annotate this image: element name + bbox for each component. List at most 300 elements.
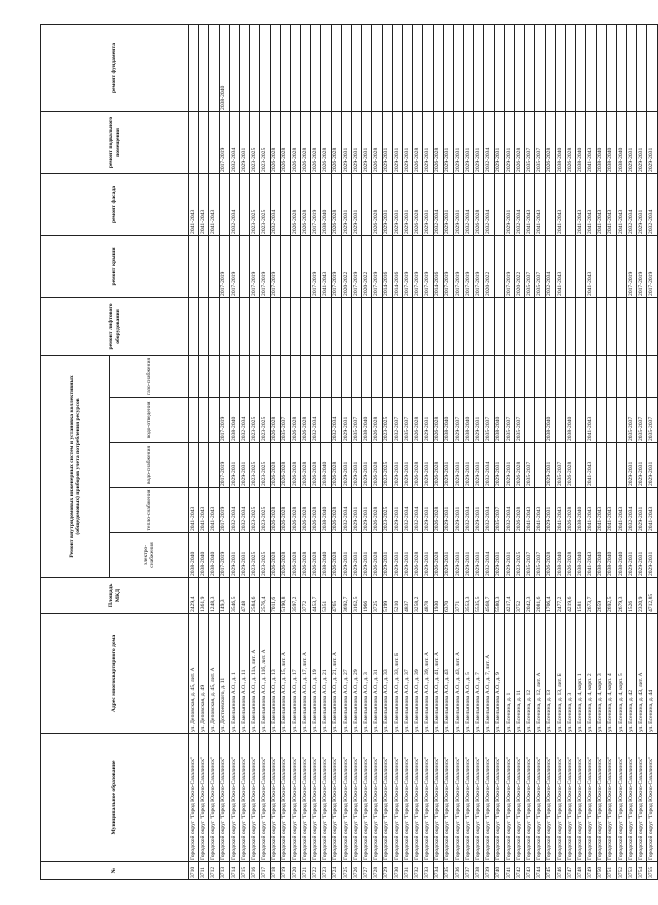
table-cell: 3711 (199, 862, 209, 880)
table-cell: 4712,85 (647, 578, 657, 614)
table-cell (311, 297, 321, 355)
table-cell (260, 24, 270, 111)
table-cell: 2032-2034 (229, 488, 239, 533)
table-cell: 2029-2031 (474, 533, 484, 578)
table-cell: 2041-2043 (555, 235, 565, 297)
table-cell: 2029-2031 (392, 488, 402, 533)
table-cell: 2026-2028 (290, 398, 300, 443)
table-cell: ул. Емельянова А.О., д. 5 (464, 614, 474, 734)
table-cell: 3752 (515, 578, 525, 614)
table-cell: 2023-2025 (260, 488, 270, 533)
table-cell: 2026-2028 (372, 111, 382, 173)
table-cell: Городской округ "Город Южно-Сахалинск" (596, 734, 606, 862)
table-cell: 2029-2031 (341, 443, 351, 488)
table-cell: 2026-2028 (331, 111, 341, 173)
table-cell: ул. Емельянова А.О., д. 33 (382, 614, 392, 734)
table-cell: 1706,4 (545, 578, 555, 614)
table-cell: 2038-2040 (606, 111, 616, 173)
table-cell (392, 24, 402, 111)
table-cell (280, 24, 290, 111)
table-cell: 2023-2025 (250, 443, 260, 488)
table-cell: Городской округ "Город Южно-Сахалинск" (545, 734, 555, 862)
table-cell: 3713 (219, 862, 229, 880)
table-cell: 2017-2019 (413, 235, 423, 297)
table-cell (504, 24, 514, 111)
table-cell: 2029-2031 (647, 443, 657, 488)
table-cell (290, 24, 300, 111)
table-cell (321, 24, 331, 111)
table-row (270, 24, 280, 879)
table-cell (535, 443, 545, 488)
table-cell: Городской округ "Город Южно-Сахалинск" (616, 734, 626, 862)
table-cell: 2026-2028 (311, 488, 321, 533)
table-row (464, 24, 474, 879)
table-cell: Городской округ "Город Южно-Сахалинск" (576, 734, 586, 862)
table-cell: Городской округ "Город Южно-Сахалинск" (239, 734, 249, 862)
table-cell: 2029-2031 (627, 443, 637, 488)
table-row (555, 24, 565, 879)
table-cell: 2026-2028 (311, 533, 321, 578)
table-cell: 2026-2028 (290, 173, 300, 235)
table-cell: 2026-2028 (413, 533, 423, 578)
table-cell: ул. Деповская, д. 49 (199, 614, 209, 734)
table-cell: 2038-2040 (229, 398, 239, 443)
table-cell: 2041-2043 (586, 111, 596, 173)
table-cell: ул. Емельянова А.О., д. 11б, лит. А (260, 614, 270, 734)
table-cell (464, 24, 474, 111)
table-cell: Городской округ "Город Южно-Сахалинск" (494, 734, 504, 862)
table-cell: 2477,2 (555, 578, 565, 614)
table-cell: Городской округ "Город Южно-Сахалинск" (402, 734, 412, 862)
table-cell (453, 24, 463, 111)
table-cell (341, 24, 351, 111)
table-cell: 2029-2031 (453, 173, 463, 235)
table-cell (565, 355, 575, 397)
table-cell (616, 355, 626, 397)
table-cell: 2035-2037 (352, 398, 362, 443)
table-cell: Городской округ "Город Южно-Сахалинск" (341, 734, 351, 862)
table-cell: ул. Есенина, д. 4, корп. 3 (596, 614, 606, 734)
capital-repair-schedule-table (40, 24, 658, 880)
table-cell: 2029-2031 (474, 398, 484, 443)
table-cell: 2026-2028 (331, 533, 341, 578)
table-cell (341, 355, 351, 397)
table-row (413, 24, 423, 879)
table-cell (219, 355, 229, 397)
table-cell: 2576,4 (260, 578, 270, 614)
table-cell: 2041-2043 (596, 173, 606, 235)
table-cell: 3751 (606, 862, 616, 880)
table-cell (606, 355, 616, 397)
table-cell: 2029-2031 (423, 111, 433, 173)
table-cell: 2029-2031 (392, 173, 402, 235)
table-cell: 2026-2028 (270, 398, 280, 443)
table-cell (229, 355, 239, 397)
table-cell: 2029-2031 (494, 111, 504, 173)
table-cell: 2041-2043 (189, 173, 199, 235)
table-cell: 2026-2028 (565, 533, 575, 578)
table-cell: 4765 (331, 578, 341, 614)
table-cell: 2029-2031 (362, 533, 372, 578)
table-cell: 2029-2031 (352, 443, 362, 488)
table-cell: 2032-2034 (402, 488, 412, 533)
table-row (637, 24, 647, 879)
table-cell: 2029-2031 (627, 111, 637, 173)
table-cell (545, 24, 555, 111)
table-row (606, 24, 616, 879)
table-row (402, 24, 412, 879)
table-cell: 2026-2028 (372, 488, 382, 533)
table-cell: 2035-2037 (525, 235, 535, 297)
table-cell: 3258,2 (413, 578, 423, 614)
table-row (189, 24, 199, 879)
table-cell: 2041-2043 (586, 443, 596, 488)
table-cell: 2029-2031 (352, 173, 362, 235)
table-cell (515, 24, 525, 111)
table-cell: 2029-2031 (637, 488, 647, 533)
table-cell: 2038-2040 (189, 533, 199, 578)
table-cell: 3772 (301, 578, 311, 614)
table-row (280, 24, 290, 879)
header-basement: ремонт подвального помещения (41, 111, 189, 173)
table-cell: 3750 (596, 862, 606, 880)
table-cell: 2029-2031 (453, 533, 463, 578)
table-cell: 2017-2019 (453, 235, 463, 297)
table-cell: 2041-2043 (586, 488, 596, 533)
table-cell: 2017-2019 (219, 533, 229, 578)
table-cell (565, 235, 575, 297)
table-cell (219, 173, 229, 235)
table-cell: 3725 (341, 862, 351, 880)
table-cell: 2014-2016 (382, 235, 392, 297)
table-cell (189, 235, 199, 297)
table-cell: ул. Деповская, д. 45, лит. А (189, 614, 199, 734)
table-cell: 2026-2028 (270, 533, 280, 578)
table-cell: 3725 (372, 578, 382, 614)
table-cell: 2017-2019 (311, 173, 321, 235)
table-cell: 2017-2019 (637, 235, 647, 297)
table-cell (474, 24, 484, 111)
table-cell: 2017-2019 (372, 235, 382, 297)
table-cell (331, 297, 341, 355)
table-cell: 2026-2028 (433, 443, 443, 488)
table-cell: 2026-2028 (290, 488, 300, 533)
table-cell: 2020-2022 (484, 235, 494, 297)
table-cell (311, 355, 321, 397)
table-cell: 2026-2028 (433, 111, 443, 173)
table-row (239, 24, 249, 879)
table-cell: 2029-2031 (504, 443, 514, 488)
table-cell: 3754 (637, 862, 647, 880)
table-cell (423, 355, 433, 397)
table-cell (606, 24, 616, 111)
table-cell: ул. Деповская, д. 45, лит. А (209, 614, 219, 734)
table-cell (576, 355, 586, 397)
table-cell: 2026-2028 (301, 443, 311, 488)
table-cell: 2026-2028 (290, 111, 300, 173)
table-cell: 3722 (311, 862, 321, 880)
table-cell: Городской округ "Город Южно-Сахалинск" (250, 734, 260, 862)
table-cell: 3753 (627, 862, 637, 880)
table-cell: 2038-2040 (494, 398, 504, 443)
table-row (545, 24, 555, 879)
table-cell: 2041-2043 (321, 235, 331, 297)
table-cell: 3743 (525, 862, 535, 880)
table-cell (413, 355, 423, 397)
table-cell: 3752 (616, 862, 626, 880)
table-cell: 2017-2019 (627, 235, 637, 297)
header-foundation: ремонт фундамента (41, 24, 189, 111)
table-cell: 2032-2034 (413, 488, 423, 533)
table-cell (199, 443, 209, 488)
table-cell: 2029-2031 (647, 533, 657, 578)
table-cell (596, 398, 606, 443)
table-cell: 2026-2028 (515, 443, 525, 488)
header-roof: ремонт крыши (41, 235, 189, 297)
table-cell: 2041-2043 (586, 398, 596, 443)
table-cell: 2017-2019 (647, 235, 657, 297)
table-cell: 2032-2034 (270, 173, 280, 235)
table-row (535, 24, 545, 879)
table-cell (239, 297, 249, 355)
table-cell: 3714 (229, 862, 239, 880)
table-cell: 2029-2031 (443, 443, 453, 488)
table-cell: 2038-2040 (555, 111, 565, 173)
table-cell (453, 355, 463, 397)
table-cell: ул. Емельянова А.О., д. 17, лит. А (301, 614, 311, 734)
table-cell (402, 355, 412, 397)
table-cell: 2029-2031 (362, 443, 372, 488)
table-cell: Городской округ "Город Южно-Сахалинск" (362, 734, 372, 862)
table-cell: ул. Емельянова А.О., д. 19 (311, 614, 321, 734)
table-cell: 2023-2025 (250, 398, 260, 443)
table-cell: 2026-2028 (413, 398, 423, 443)
table-cell: ул. Есенина, д. 43, лит. А (637, 614, 647, 734)
table-cell (627, 297, 637, 355)
table-cell: 2029-2031 (637, 443, 647, 488)
table-cell: Городской округ "Город Южно-Сахалинск" (515, 734, 525, 862)
table-cell: 2032-2034 (341, 488, 351, 533)
table-cell (189, 398, 199, 443)
table-cell (515, 355, 525, 397)
table-cell: 2041-2043 (535, 173, 545, 235)
table-cell (392, 355, 402, 397)
table-cell: 2026-2028 (565, 443, 575, 488)
table-row (250, 24, 260, 879)
table-cell (616, 297, 626, 355)
table-header (41, 24, 189, 879)
table-cell: 2032-2034 (627, 488, 637, 533)
table-cell: ул. Емельянова А.О., д. 21 (321, 614, 331, 734)
table-row (576, 24, 586, 879)
table-cell: Городской округ "Город Южно-Сахалинск" (637, 734, 647, 862)
table-cell: 2026-2028 (301, 111, 311, 173)
table-cell (280, 235, 290, 297)
table-cell (555, 398, 565, 443)
header-num: № (41, 862, 189, 880)
table-cell: 2023-2025 (250, 488, 260, 533)
table-cell: 2320,9 (637, 578, 647, 614)
table-cell (209, 235, 219, 297)
table-cell: 2017-2019 (504, 235, 514, 297)
table-row (647, 24, 657, 879)
table-cell: 2026-2028 (270, 488, 280, 533)
table-row (565, 24, 575, 879)
table-cell (372, 24, 382, 111)
header-teplo: тепло-снабжения (110, 488, 189, 533)
table-cell: ул. Есенина, д. 3 (565, 614, 575, 734)
table-cell: 2017-2019 (219, 488, 229, 533)
table-cell: 2017-2019 (423, 235, 433, 297)
table-cell: 2029-2031 (504, 173, 514, 235)
table-cell (362, 173, 372, 235)
table-cell: 2032-2034 (239, 488, 249, 533)
table-cell: 2020-2022 (362, 235, 372, 297)
table-cell: 2029-2031 (341, 173, 351, 235)
table-row (290, 24, 300, 879)
table-cell: 2035-2037 (535, 111, 545, 173)
table-cell (382, 355, 392, 397)
table-cell: ул. Емельянова А.О., д. 43, лит. А (453, 614, 463, 734)
table-cell (545, 297, 555, 355)
table-cell: 3718 (270, 862, 280, 880)
table-cell: 2041-2043 (199, 488, 209, 533)
table-cell: 2020-2022 (341, 235, 351, 297)
table-cell: 149,3 (219, 578, 229, 614)
table-cell (352, 355, 362, 397)
table-cell (382, 24, 392, 111)
table-cell (443, 24, 453, 111)
table-cell: 2038-2040 (555, 533, 565, 578)
table-cell: 2038-2040 (321, 488, 331, 533)
table-cell: 2026-2028 (301, 488, 311, 533)
table-cell (565, 173, 575, 235)
table-cell: ул. Емельянова А.О., д. 11 (239, 614, 249, 734)
table-cell: ул. Емельянова А.О., д. 13 (270, 614, 280, 734)
table-cell: 3727 (362, 862, 372, 880)
table-cell: 2041-2043 (616, 488, 626, 533)
header-address: Адрес многоквартирного дома (41, 614, 189, 734)
table-cell: 2029-2031 (637, 533, 647, 578)
table-cell: 3746 (555, 862, 565, 880)
table-cell: 2029-2031 (382, 173, 392, 235)
table-cell: 2017-2019 (474, 235, 484, 297)
table-cell: 2032-2034 (311, 398, 321, 443)
table-cell (321, 355, 331, 397)
table-cell: 2029-2031 (423, 398, 433, 443)
table-cell: 3728 (372, 862, 382, 880)
table-cell: 2029-2031 (229, 533, 239, 578)
table-cell (301, 355, 311, 397)
table-cell: 2017-2019 (270, 235, 280, 297)
table-cell: 2026-2028 (331, 443, 341, 488)
table-cell: 2026-2028 (433, 398, 443, 443)
table-cell: ул. Есенина, д. 1 (504, 614, 514, 734)
table-cell: 3717 (260, 862, 270, 880)
table-cell: 2026-2028 (372, 173, 382, 235)
table-cell: 2659 (596, 578, 606, 614)
table-cell (352, 297, 362, 355)
table-cell: 2032-2034 (239, 398, 249, 443)
table-cell: 2017-2019 (311, 235, 321, 297)
table-cell: 4219,6 (565, 578, 575, 614)
table-cell: 2038-2040 (464, 398, 474, 443)
table-cell: 3719 (280, 862, 290, 880)
table-cell: 2038-2040 (321, 443, 331, 488)
table-cell: ул. Есенина, д. 4, корп. 4 (606, 614, 616, 734)
table-cell: ул. Емельянова А.О., д. 3 (362, 614, 372, 734)
table-cell: 2023-2025 (250, 111, 260, 173)
table-cell (423, 297, 433, 355)
table-cell: 2029-2031 (423, 443, 433, 488)
table-cell: Городской округ "Город Южно-Сахалинск" (331, 734, 341, 862)
table-cell: 5210 (392, 578, 402, 614)
table-cell: 3755 (647, 862, 657, 880)
table-cell: 2029-2031 (423, 488, 433, 533)
table-cell (484, 355, 494, 397)
table-cell: 2038-2040 (565, 398, 575, 443)
table-cell: 4878 (423, 578, 433, 614)
table-cell (199, 297, 209, 355)
table-cell: 2026-2028 (311, 111, 321, 173)
table-cell (290, 235, 300, 297)
table-cell: 2029-2031 (545, 443, 555, 488)
table-cell (525, 355, 535, 397)
table-cell: Городской округ "Город Южно-Сахалинск" (555, 734, 565, 862)
table-cell: 2029-2031 (402, 443, 412, 488)
table-cell: 2023-2025 (260, 398, 270, 443)
table-row (372, 24, 382, 879)
table-cell (199, 111, 209, 173)
table-cell: Городской округ "Город Южно-Сахалинск" (647, 734, 657, 862)
table-cell: 2032-2034 (647, 173, 657, 235)
table-cell: Городской округ "Город Южно-Сахалинск" (392, 734, 402, 862)
table-row (382, 24, 392, 879)
table-cell: ул. Емельянова А.О., д. 33, лит. Б (392, 614, 402, 734)
table-cell: 2035-2037 (535, 235, 545, 297)
table-row (474, 24, 484, 879)
table-cell: 2032-2034 (484, 533, 494, 578)
table-cell: 2032-2034 (484, 173, 494, 235)
table-cell: 3745 (545, 862, 555, 880)
table-cell: 2023-2025 (515, 533, 525, 578)
table-cell: 3729 (382, 862, 392, 880)
table-cell (301, 297, 311, 355)
table-cell: 3730 (392, 862, 402, 880)
table-cell: 2017-2019 (260, 235, 270, 297)
table-cell (423, 24, 433, 111)
table-cell: 2041-2043 (586, 173, 596, 235)
table-cell: 2041-2043 (535, 488, 545, 533)
table-cell: 2029-2031 (229, 443, 239, 488)
table-cell: 2035-2037 (402, 398, 412, 443)
table-cell: 2035-2037 (555, 443, 565, 488)
table-cell: 2038-2040 (545, 398, 555, 443)
table-cell (229, 297, 239, 355)
table-cell (189, 443, 199, 488)
table-cell (433, 297, 443, 355)
table-cell (606, 398, 616, 443)
table-cell: 2017-2019 (443, 235, 453, 297)
table-cell: Городской округ "Город Южно-Сахалинск" (525, 734, 535, 862)
table-cell: 2035-2037 (525, 111, 535, 173)
table-cell: ул. Емельянова А.О., д. 37 (402, 614, 412, 734)
table-cell (270, 24, 280, 111)
table-row (331, 24, 341, 879)
table-cell (209, 398, 219, 443)
table-cell: Городской округ "Город Южно-Сахалинск" (586, 734, 596, 862)
table-cell: ул. Есенина, д. 42 (627, 614, 637, 734)
